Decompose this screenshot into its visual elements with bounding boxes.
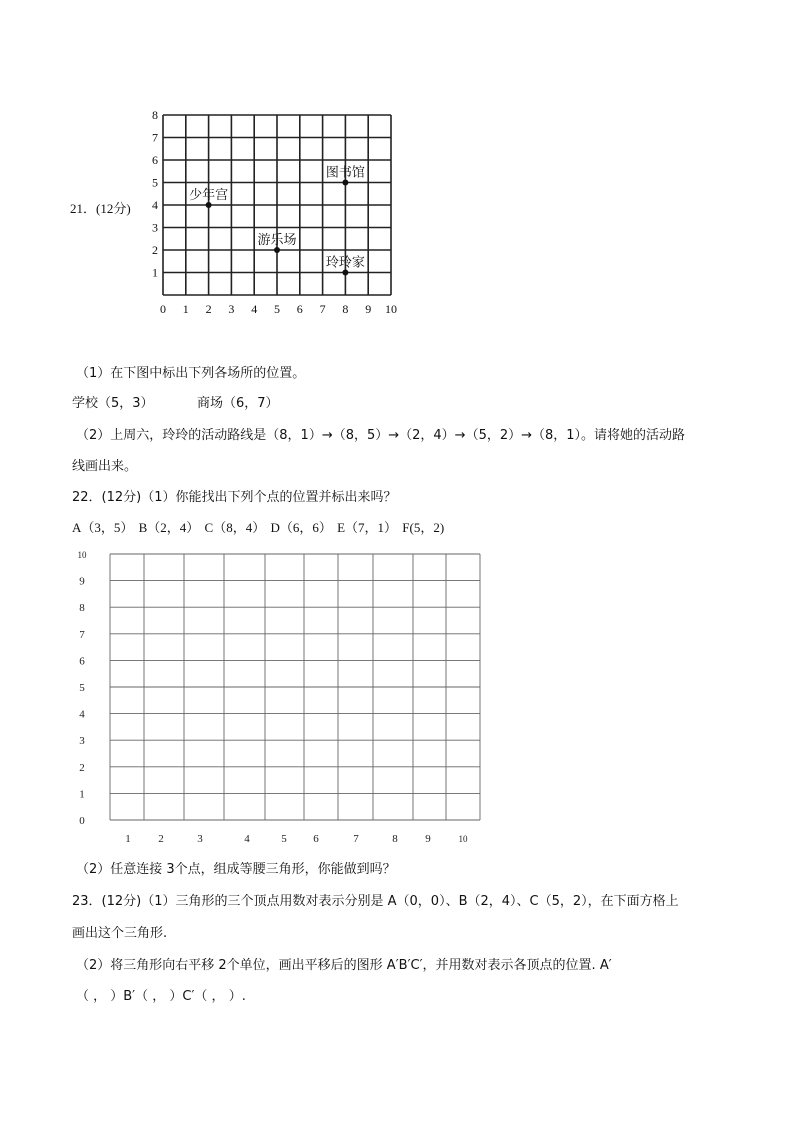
- x-tick-label: 1: [182, 302, 189, 316]
- x-tick-label: 8: [392, 833, 398, 845]
- x-tick-label: 6: [313, 833, 319, 845]
- q21-mall: 商场（6，7）: [197, 396, 279, 411]
- y-tick-label: 9: [79, 575, 85, 588]
- q21-part2-line1: （2）上周六，玲玲的活动路线是（8，1）→（8，5）→（2，4）→（5，2）→（8，1）。请将她的活动路: [76, 428, 686, 443]
- q21-part2-line2: 线画出来。: [72, 459, 138, 474]
- place-label: 少年宫: [189, 187, 229, 202]
- x-tick-label: 3: [228, 302, 235, 316]
- x-tick-label: 7: [353, 833, 359, 845]
- place-label: 游乐场: [257, 232, 297, 247]
- x-tick-label: 2: [158, 833, 164, 845]
- y-tick-label: 2: [152, 243, 158, 257]
- x-tick-label: 9: [365, 302, 372, 316]
- q21-label: 21．(12分): [70, 201, 131, 216]
- q22-part2: （2）任意连接 3个点，组成等腰三角形，你能做到吗？: [76, 862, 396, 877]
- x-tick-label: 1: [125, 833, 131, 845]
- y-tick-label: 1: [152, 265, 158, 280]
- x-tick-label: 2: [205, 302, 212, 316]
- y-tick-label: 7: [152, 130, 158, 145]
- place-label: 玲玲家: [325, 254, 365, 270]
- q21-school: 学校（5，3）: [72, 396, 154, 411]
- x-tick-label: 10: [385, 302, 397, 316]
- q22-points: A（3，5） B（2，4） C（8，4） D（6，6） E（7，1） F(5，2): [72, 520, 445, 535]
- y-tick-label: 3: [79, 735, 85, 748]
- y-tick-label: 10: [77, 550, 87, 560]
- q23-line2: 画出这个三角形.: [72, 926, 168, 941]
- x-tick-label: 5: [274, 302, 280, 316]
- q21-grid: [140, 105, 400, 320]
- y-tick-label: 6: [152, 153, 158, 167]
- x-tick-label: 5: [281, 833, 287, 845]
- y-tick-label: 2: [79, 761, 85, 774]
- q23-line3: （2）将三角形向右平移 2个单位，画出平移后的图形 A′B′C′，并用数对表示各顶点的位置. A′: [76, 958, 612, 973]
- x-tick-label: 7: [319, 302, 326, 316]
- x-tick-label: 3: [197, 833, 203, 845]
- q22-label: 22．(12分)（1）你能找出下列个点的位置并标出来吗？: [72, 490, 397, 505]
- q23-line1: 23．(12分)（1）三角形的三个顶点用数对表示分别是 A（0，0）、B（2，4）、C（5，2），在下面方格上: [72, 894, 679, 909]
- y-tick-label: 3: [152, 220, 158, 235]
- q22-grid: [70, 548, 490, 848]
- y-tick-label: 4: [152, 198, 158, 212]
- place-point: [274, 247, 280, 253]
- y-tick-label: 6: [79, 655, 85, 668]
- x-tick-label: 6: [296, 302, 303, 316]
- y-tick-label: 5: [79, 682, 85, 694]
- y-tick-label: 8: [79, 602, 85, 615]
- x-tick-label: 9: [425, 833, 431, 845]
- y-tick-label: 8: [152, 108, 158, 122]
- x-tick-label: 8: [342, 302, 349, 316]
- place-point: [206, 202, 212, 208]
- q23-line4: （ ， ）B′（ ， ）C′（ ， ）.: [76, 989, 246, 1004]
- place-label: 图书馆: [325, 164, 365, 180]
- x-tick-label: 0: [160, 302, 166, 316]
- q21-part1: （1）在下图中标出下列各场所的位置。: [76, 366, 306, 381]
- x-tick-label: 4: [244, 833, 250, 845]
- y-tick-label: 1: [79, 788, 85, 801]
- place-point: [342, 270, 348, 276]
- place-point: [342, 180, 348, 186]
- x-tick-label: 4: [251, 302, 258, 316]
- x-tick-label: 10: [458, 834, 468, 844]
- y-tick-label: 7: [79, 628, 85, 641]
- y-tick-label: 4: [79, 708, 85, 721]
- y-tick-label: 0: [79, 815, 85, 827]
- y-tick-label: 5: [152, 175, 158, 190]
